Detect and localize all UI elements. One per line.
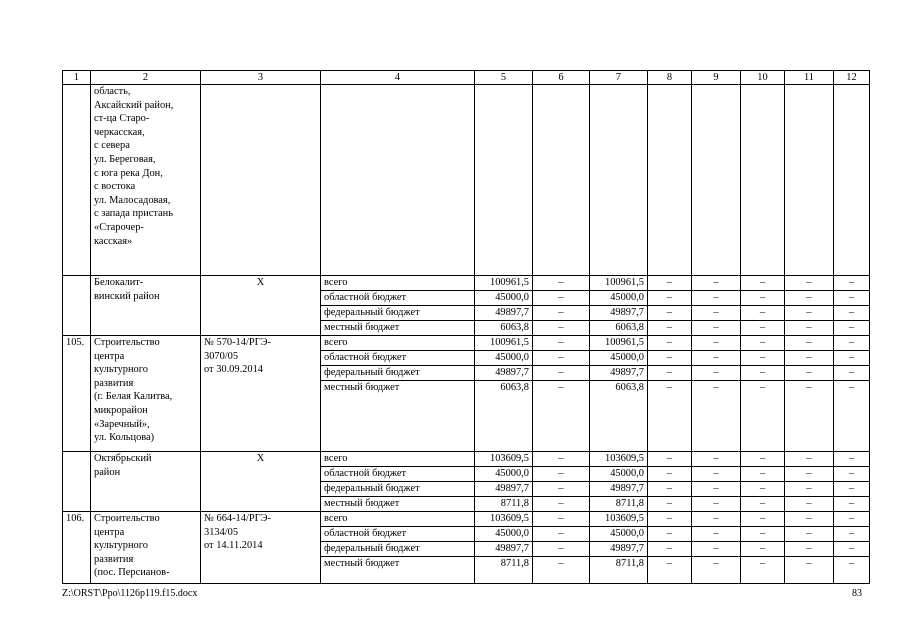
dash-cell: – <box>785 527 834 542</box>
dash-cell: – <box>648 276 692 291</box>
dash-cell: – <box>741 276 785 291</box>
value-cell: – <box>533 306 590 321</box>
dash-cell: – <box>785 306 834 321</box>
dash-cell: – <box>834 497 870 512</box>
value-cell: 45000,0 <box>590 467 648 482</box>
dash-cell: – <box>692 497 741 512</box>
dash-cell: – <box>741 557 785 584</box>
dash-cell: – <box>692 291 741 306</box>
dash-cell: – <box>648 497 692 512</box>
item-name: Строительство центра культурного развития (г. Белая Калитва, микрорайон «Заречный», ул. Кольцова) <box>91 336 201 452</box>
value-cell: – <box>533 557 590 584</box>
page-number: 83 <box>852 588 862 599</box>
dash-cell: – <box>692 482 741 497</box>
col-header: 5 <box>475 71 533 85</box>
item-doc: № 664-14/РГЭ- 3134/05 от 14.11.2014 <box>201 512 321 584</box>
dash-cell: – <box>648 512 692 527</box>
value-cell: 45000,0 <box>475 467 533 482</box>
dash-cell: – <box>741 291 785 306</box>
value-cell: 45000,0 <box>475 527 533 542</box>
district-doc: Х <box>201 276 321 336</box>
dash-cell: – <box>741 381 785 452</box>
dash-cell: – <box>692 366 741 381</box>
value-cell: 6063,8 <box>590 321 648 336</box>
budget-label: областной бюджет <box>321 527 475 542</box>
value-cell: 49897,7 <box>590 306 648 321</box>
dash-cell: – <box>648 467 692 482</box>
dash-cell: – <box>785 381 834 452</box>
dash-cell: – <box>834 542 870 557</box>
col-header: 7 <box>590 71 648 85</box>
dash-cell: – <box>834 306 870 321</box>
dash-cell: – <box>692 276 741 291</box>
budget-label: местный бюджет <box>321 381 475 452</box>
dash-cell: – <box>692 542 741 557</box>
value-cell: 103609,5 <box>590 452 648 467</box>
value-cell: 49897,7 <box>475 306 533 321</box>
dash-cell: – <box>648 527 692 542</box>
item-number: 106. <box>63 512 91 584</box>
dash-cell: – <box>692 452 741 467</box>
budget-label: федеральный бюджет <box>321 366 475 381</box>
dash-cell: – <box>785 452 834 467</box>
dash-cell: – <box>834 291 870 306</box>
value-cell: 49897,7 <box>475 542 533 557</box>
dash-cell: – <box>741 512 785 527</box>
district-name: Октябрьский район <box>91 452 201 512</box>
district-name: Белокалит- винский район <box>91 276 201 336</box>
value-cell: 49897,7 <box>475 482 533 497</box>
dash-cell: – <box>785 557 834 584</box>
budget-table <box>62 70 870 584</box>
col-header: 9 <box>692 71 741 85</box>
budget-label: всего <box>321 512 475 527</box>
dash-cell: – <box>834 321 870 336</box>
item-name: Строительство центра культурного развития (пос. Персианов- <box>91 512 201 584</box>
col-header: 2 <box>91 71 201 85</box>
table-row <box>63 276 870 291</box>
dash-cell: – <box>834 452 870 467</box>
dash-cell: – <box>785 542 834 557</box>
value-cell: – <box>533 321 590 336</box>
dash-cell: – <box>692 336 741 351</box>
value-cell: – <box>533 527 590 542</box>
continuation-location: область, Аксайский район, ст-ца Старо- черкасская, с севера ул. Береговая, с юга река Дон, с востока ул. Малосадовая, с запада пристань «Старочер- касская» <box>91 85 201 276</box>
dash-cell: – <box>692 381 741 452</box>
value-cell: 8711,8 <box>590 497 648 512</box>
continuation-row <box>63 85 870 276</box>
col-header: 8 <box>648 71 692 85</box>
value-cell: 103609,5 <box>475 512 533 527</box>
value-cell: – <box>533 452 590 467</box>
col-header: 4 <box>321 71 475 85</box>
value-cell: 100961,5 <box>475 336 533 351</box>
value-cell: 8711,8 <box>590 557 648 584</box>
value-cell: 100961,5 <box>590 276 648 291</box>
budget-label: областной бюджет <box>321 351 475 366</box>
dash-cell: – <box>741 336 785 351</box>
value-cell: – <box>533 291 590 306</box>
dash-cell: – <box>785 321 834 336</box>
dash-cell: – <box>785 351 834 366</box>
dash-cell: – <box>785 291 834 306</box>
dash-cell: – <box>785 276 834 291</box>
dash-cell: – <box>692 321 741 336</box>
budget-label: федеральный бюджет <box>321 542 475 557</box>
dash-cell: – <box>692 467 741 482</box>
value-cell: 45000,0 <box>590 351 648 366</box>
value-cell: – <box>533 497 590 512</box>
dash-cell: – <box>692 527 741 542</box>
value-cell: 45000,0 <box>475 351 533 366</box>
dash-cell: – <box>741 482 785 497</box>
value-cell: 103609,5 <box>590 512 648 527</box>
dash-cell: – <box>692 351 741 366</box>
table-row <box>63 452 870 467</box>
dash-cell: – <box>648 381 692 452</box>
col-header: 10 <box>741 71 785 85</box>
dash-cell: – <box>692 306 741 321</box>
col-header: 1 <box>63 71 91 85</box>
dash-cell: – <box>834 467 870 482</box>
col-header: 3 <box>201 71 321 85</box>
value-cell: – <box>533 276 590 291</box>
dash-cell: – <box>648 452 692 467</box>
dash-cell: – <box>741 542 785 557</box>
dash-cell: – <box>834 512 870 527</box>
col-header: 11 <box>785 71 834 85</box>
dash-cell: – <box>741 321 785 336</box>
budget-label: областной бюджет <box>321 467 475 482</box>
value-cell: – <box>533 381 590 452</box>
value-cell: 100961,5 <box>590 336 648 351</box>
dash-cell: – <box>648 482 692 497</box>
budget-label: федеральный бюджет <box>321 306 475 321</box>
budget-label: всего <box>321 336 475 351</box>
dash-cell: – <box>785 482 834 497</box>
table-row <box>63 512 870 527</box>
value-cell: 49897,7 <box>590 542 648 557</box>
dash-cell: – <box>741 366 785 381</box>
dash-cell: – <box>648 557 692 584</box>
item-number: 105. <box>63 336 91 452</box>
value-cell: – <box>533 336 590 351</box>
budget-label: всего <box>321 276 475 291</box>
budget-label: всего <box>321 452 475 467</box>
value-cell: 6063,8 <box>475 321 533 336</box>
dash-cell: – <box>741 306 785 321</box>
dash-cell: – <box>648 321 692 336</box>
value-cell: 8711,8 <box>475 497 533 512</box>
dash-cell: – <box>741 452 785 467</box>
value-cell: – <box>533 467 590 482</box>
value-cell: 45000,0 <box>590 291 648 306</box>
dash-cell: – <box>648 336 692 351</box>
value-cell: 49897,7 <box>590 366 648 381</box>
value-cell: – <box>533 542 590 557</box>
district-doc: Х <box>201 452 321 512</box>
col-header: 12 <box>834 71 870 85</box>
dash-cell: – <box>648 306 692 321</box>
col-header: 6 <box>533 71 590 85</box>
value-cell: 100961,5 <box>475 276 533 291</box>
value-cell: 45000,0 <box>590 527 648 542</box>
dash-cell: – <box>834 366 870 381</box>
budget-label: местный бюджет <box>321 557 475 584</box>
dash-cell: – <box>785 497 834 512</box>
dash-cell: – <box>648 366 692 381</box>
dash-cell: – <box>648 291 692 306</box>
value-cell: 6063,8 <box>475 381 533 452</box>
budget-label: федеральный бюджет <box>321 482 475 497</box>
value-cell: 103609,5 <box>475 452 533 467</box>
value-cell: 8711,8 <box>475 557 533 584</box>
dash-cell: – <box>741 497 785 512</box>
dash-cell: – <box>834 351 870 366</box>
value-cell: 49897,7 <box>475 366 533 381</box>
dash-cell: – <box>785 366 834 381</box>
dash-cell: – <box>648 542 692 557</box>
item-doc: № 570-14/РГЭ- 3070/05 от 30.09.2014 <box>201 336 321 452</box>
budget-label: областной бюджет <box>321 291 475 306</box>
dash-cell: – <box>834 336 870 351</box>
dash-cell: – <box>785 512 834 527</box>
value-cell: 49897,7 <box>590 482 648 497</box>
dash-cell: – <box>785 336 834 351</box>
dash-cell: – <box>741 467 785 482</box>
value-cell: – <box>533 366 590 381</box>
value-cell: 45000,0 <box>475 291 533 306</box>
dash-cell: – <box>741 351 785 366</box>
table-row <box>63 336 870 351</box>
dash-cell: – <box>834 381 870 452</box>
value-cell: – <box>533 482 590 497</box>
dash-cell: – <box>648 351 692 366</box>
dash-cell: – <box>834 482 870 497</box>
dash-cell: – <box>741 527 785 542</box>
dash-cell: – <box>785 467 834 482</box>
value-cell: 6063,8 <box>590 381 648 452</box>
dash-cell: – <box>692 512 741 527</box>
dash-cell: – <box>834 527 870 542</box>
value-cell: – <box>533 512 590 527</box>
value-cell: – <box>533 351 590 366</box>
dash-cell: – <box>834 557 870 584</box>
budget-label: местный бюджет <box>321 497 475 512</box>
dash-cell: – <box>692 557 741 584</box>
footer-file-path: Z:\ORST\Ppo\1126p119.f15.docx <box>62 588 198 599</box>
header-row <box>63 71 870 85</box>
dash-cell: – <box>834 276 870 291</box>
budget-label: местный бюджет <box>321 321 475 336</box>
